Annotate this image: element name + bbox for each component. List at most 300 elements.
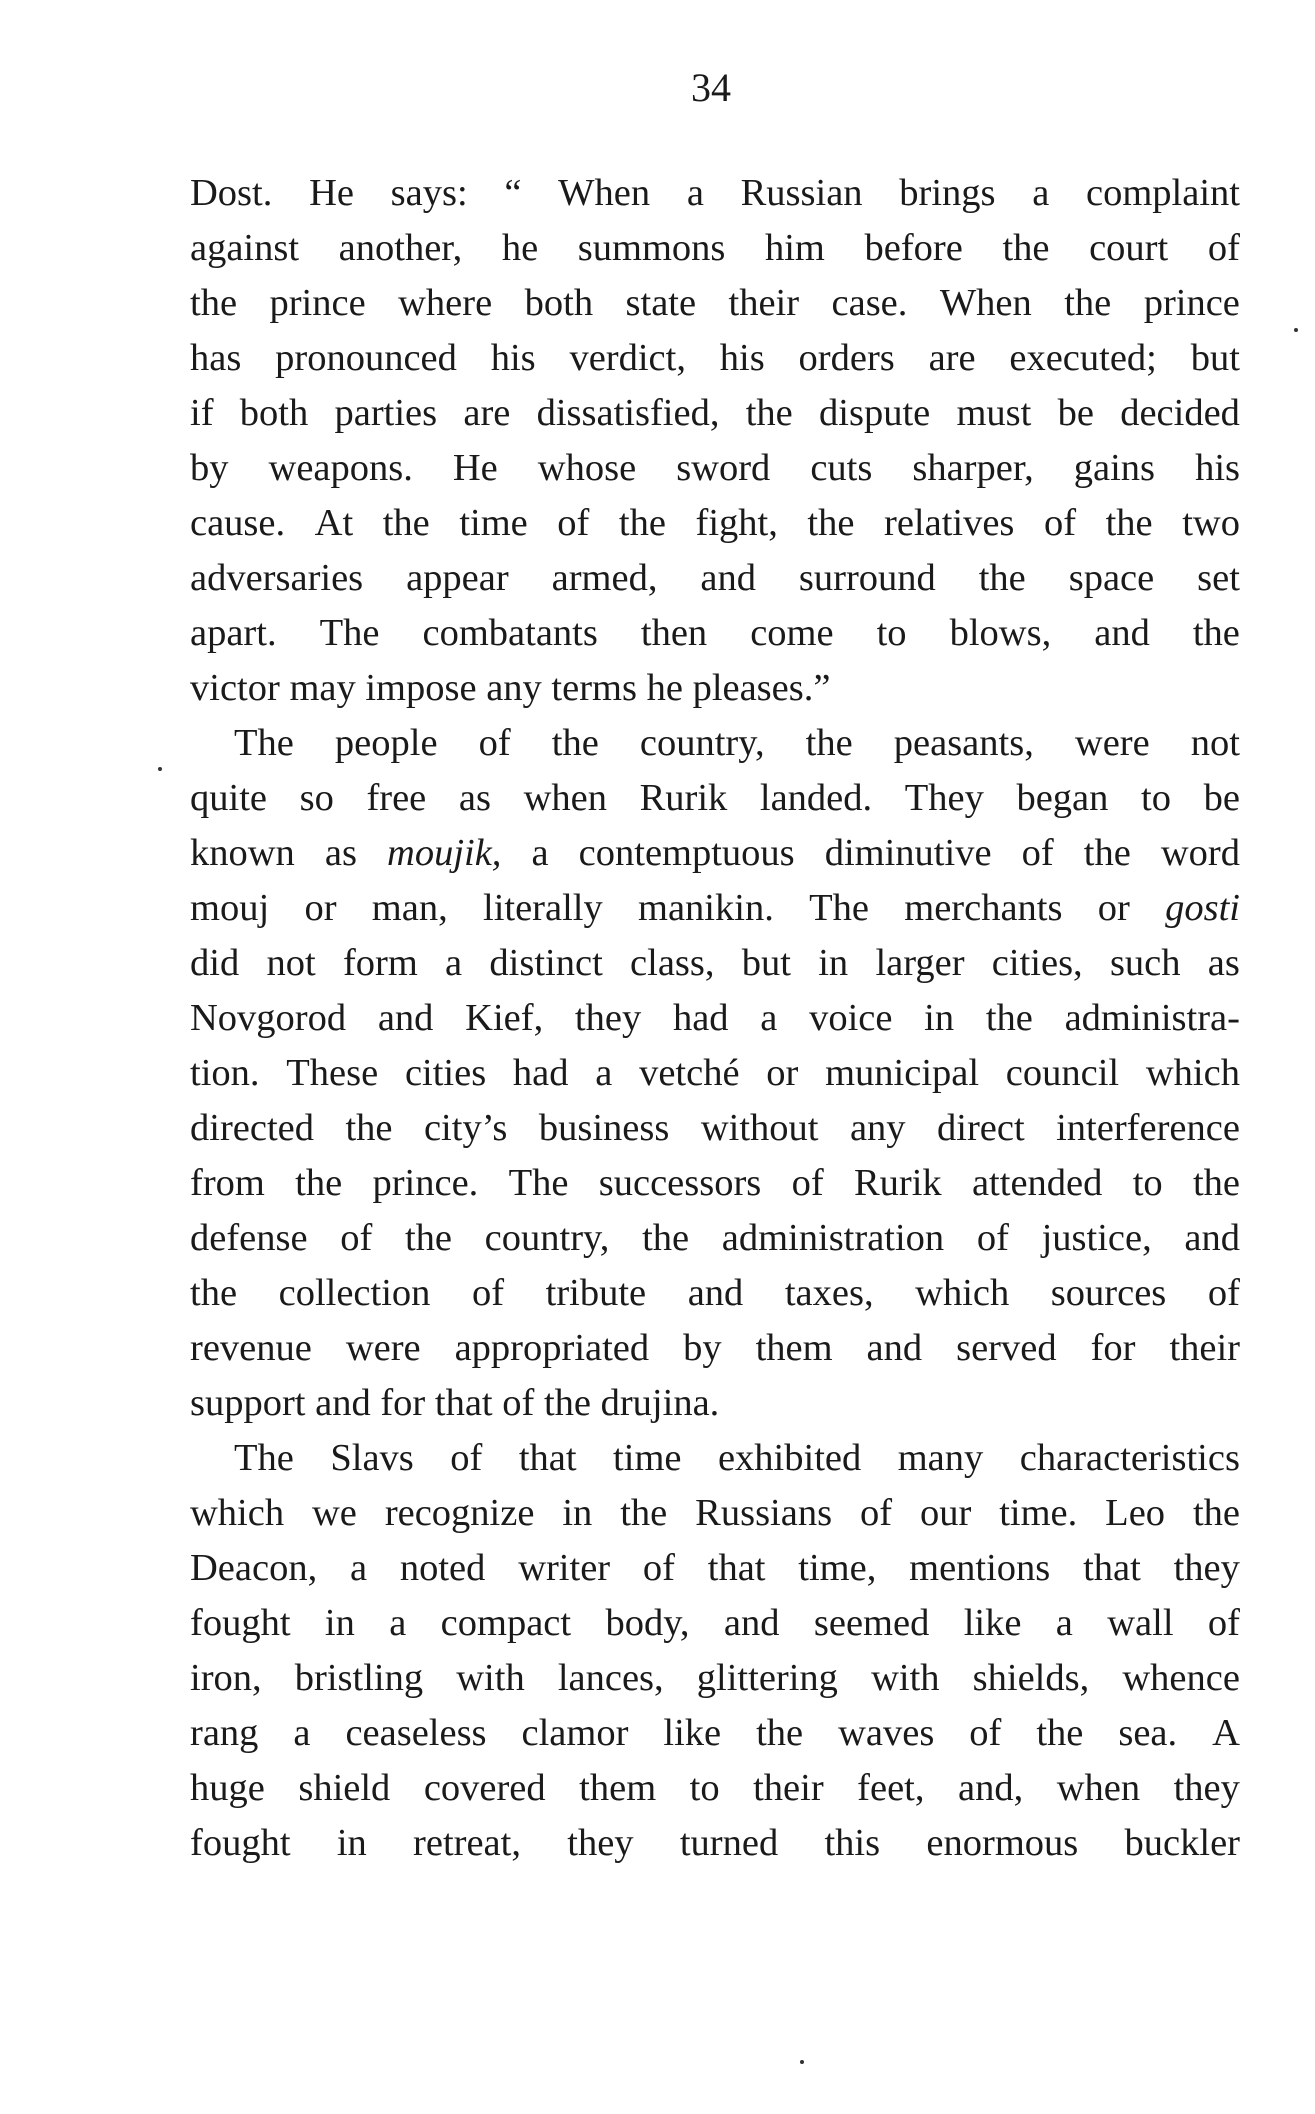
word: that xyxy=(434,1382,503,1424)
text-line xyxy=(190,716,1240,771)
word: characteristics xyxy=(1019,1437,1240,1479)
word: manikin. xyxy=(638,887,774,929)
word: ceaseless xyxy=(345,1712,487,1754)
word: the xyxy=(1083,832,1131,874)
word: adversaries xyxy=(190,557,364,599)
word: country, xyxy=(484,1217,610,1259)
word: without xyxy=(700,1107,819,1149)
word: the xyxy=(985,997,1033,1039)
word: council xyxy=(1005,1052,1120,1094)
text-line xyxy=(190,1156,1240,1211)
word: cities, xyxy=(991,942,1083,984)
word: combatants xyxy=(422,612,598,654)
word: distinct xyxy=(489,942,603,984)
word: of xyxy=(471,1272,505,1314)
word: sword xyxy=(676,447,771,489)
word: a xyxy=(445,942,463,984)
word: of xyxy=(1207,1602,1240,1644)
word: “ xyxy=(504,172,522,214)
ink-speck xyxy=(800,2060,804,2064)
word: administra- xyxy=(1064,997,1240,1039)
word: the xyxy=(745,392,793,434)
word: time xyxy=(459,502,528,544)
word: enormous xyxy=(926,1822,1079,1864)
word: they xyxy=(1173,1767,1240,1809)
word: Leo xyxy=(1105,1492,1166,1534)
word: to xyxy=(1141,777,1171,819)
word: A xyxy=(1212,1712,1240,1754)
word: merchants xyxy=(904,887,1063,929)
word: if xyxy=(190,392,214,434)
word: a xyxy=(531,832,549,874)
word: peasants, xyxy=(893,722,1034,764)
word: we xyxy=(312,1492,357,1534)
text-line xyxy=(190,1816,1240,1871)
word: shields, xyxy=(972,1657,1090,1699)
word: The xyxy=(809,887,869,929)
word: time, xyxy=(798,1547,877,1589)
ink-speck xyxy=(158,767,162,771)
word: Kief, xyxy=(465,997,544,1039)
word: that xyxy=(518,1437,577,1479)
word: defense xyxy=(190,1217,308,1259)
word: municipal xyxy=(825,1052,980,1094)
word: the xyxy=(618,502,666,544)
word: pronounced xyxy=(275,337,457,379)
word: of xyxy=(557,502,590,544)
word: people xyxy=(334,722,438,764)
word: the xyxy=(543,1382,601,1424)
word: administration xyxy=(721,1217,945,1259)
text-line xyxy=(190,1596,1240,1651)
word: class, xyxy=(630,942,715,984)
text-line xyxy=(190,441,1240,496)
word: gosti xyxy=(1165,887,1240,929)
word: buckler xyxy=(1124,1822,1240,1864)
word: parties xyxy=(334,392,438,434)
word: not xyxy=(1190,722,1240,764)
word: him xyxy=(764,227,825,269)
word: At xyxy=(314,502,354,544)
word: in xyxy=(924,997,955,1039)
word: any xyxy=(486,667,552,709)
text-line xyxy=(190,1486,1240,1541)
word: and xyxy=(1184,1217,1240,1259)
word: seemed xyxy=(813,1602,930,1644)
word: huge xyxy=(190,1767,265,1809)
word: surround xyxy=(798,557,936,599)
word: retreat, xyxy=(413,1822,521,1864)
word: tribute xyxy=(545,1272,647,1314)
word: began xyxy=(1016,777,1109,819)
word: the xyxy=(1192,1492,1240,1534)
text-line xyxy=(190,1321,1240,1376)
word: when xyxy=(523,777,607,819)
word: vetché xyxy=(639,1052,740,1094)
text-line xyxy=(190,1706,1240,1761)
word: appear xyxy=(406,557,509,599)
word: but xyxy=(741,942,791,984)
word: whose xyxy=(537,447,637,489)
word: fought xyxy=(190,1602,291,1644)
word: that xyxy=(1083,1547,1141,1589)
word: so xyxy=(299,777,334,819)
text-line xyxy=(190,166,1240,221)
word: his xyxy=(1195,447,1240,489)
word: fight, xyxy=(695,502,778,544)
word: country, xyxy=(639,722,765,764)
word: with xyxy=(871,1657,940,1699)
word: appropriated xyxy=(454,1327,650,1369)
ink-speck xyxy=(1294,328,1298,332)
text-line xyxy=(190,386,1240,441)
word: the xyxy=(1192,1162,1240,1204)
word: directed xyxy=(190,1107,314,1149)
word: the xyxy=(1064,282,1112,324)
word: Deacon, xyxy=(190,1547,318,1589)
word: the xyxy=(805,722,853,764)
word: They xyxy=(904,777,984,819)
word: were xyxy=(1074,722,1150,764)
word: drujina. xyxy=(600,1382,720,1424)
word: were xyxy=(345,1327,421,1369)
word: gains xyxy=(1073,447,1156,489)
word: then xyxy=(640,612,708,654)
word: and xyxy=(315,1382,381,1424)
word: from xyxy=(190,1162,265,1204)
word: cuts xyxy=(810,447,873,489)
word: interference xyxy=(1056,1107,1240,1149)
word: many xyxy=(897,1437,984,1479)
word: or xyxy=(766,1052,799,1094)
word: clamor xyxy=(521,1712,629,1754)
word: of xyxy=(1043,502,1077,544)
word: a xyxy=(1032,172,1050,214)
word: moujik, xyxy=(387,832,502,874)
word: in xyxy=(324,1602,355,1644)
word: he xyxy=(501,227,539,269)
word: rang xyxy=(190,1712,259,1754)
word: lances, xyxy=(557,1657,664,1699)
word: they xyxy=(574,997,642,1039)
word: of xyxy=(502,1382,544,1424)
word: apart. xyxy=(190,612,277,654)
word: tion. xyxy=(190,1052,260,1094)
text-line xyxy=(190,1541,1240,1596)
word: come xyxy=(750,612,834,654)
word: the xyxy=(345,1107,393,1149)
word: and xyxy=(723,1602,780,1644)
word: of xyxy=(1207,227,1240,269)
word: dissatisfied, xyxy=(536,392,720,434)
word: feet, xyxy=(857,1767,925,1809)
word: body, xyxy=(605,1602,690,1644)
word: or xyxy=(304,887,337,929)
word: The xyxy=(234,1437,294,1479)
word: noted xyxy=(399,1547,486,1589)
word: before xyxy=(864,227,963,269)
word: compact xyxy=(440,1602,572,1644)
text-line xyxy=(190,1101,1240,1156)
word: another, xyxy=(338,227,463,269)
text-line xyxy=(190,551,1240,606)
word: are xyxy=(463,392,511,434)
word: victor xyxy=(190,667,290,709)
word: which xyxy=(1145,1052,1240,1094)
word: form xyxy=(342,942,418,984)
word: city’s xyxy=(423,1107,508,1149)
word: had xyxy=(512,1052,569,1094)
word: like xyxy=(663,1712,722,1754)
word: but xyxy=(1190,337,1240,379)
word: or xyxy=(1097,887,1130,929)
word: in xyxy=(818,942,849,984)
word: attended xyxy=(971,1162,1103,1204)
word: be xyxy=(1203,777,1240,819)
page-number: 34 xyxy=(691,65,731,110)
word: cities xyxy=(404,1052,487,1094)
text-line xyxy=(190,1376,1240,1431)
text-line xyxy=(190,276,1240,331)
text-line xyxy=(190,771,1240,826)
word: a xyxy=(595,1052,613,1094)
word: they xyxy=(1173,1547,1240,1589)
word: of xyxy=(969,1712,1002,1754)
word: be xyxy=(1057,392,1094,434)
word: When xyxy=(939,282,1032,324)
word: complaint xyxy=(1086,172,1240,214)
word: by xyxy=(683,1327,722,1369)
word: with xyxy=(456,1657,525,1699)
word: says: xyxy=(390,172,468,214)
word: both xyxy=(239,392,309,434)
word: the xyxy=(807,502,855,544)
word: and xyxy=(687,1272,744,1314)
word: successors xyxy=(598,1162,762,1204)
word: orders xyxy=(798,337,895,379)
word: the xyxy=(382,502,430,544)
word: and, xyxy=(957,1767,1024,1809)
word: sea. xyxy=(1118,1712,1178,1754)
word: time. xyxy=(999,1492,1078,1534)
word: the xyxy=(551,722,599,764)
word: word xyxy=(1160,832,1240,874)
word: case. xyxy=(831,282,908,324)
word: they xyxy=(567,1822,634,1864)
word: business xyxy=(538,1107,670,1149)
word: not xyxy=(266,942,316,984)
word: served xyxy=(956,1327,1057,1369)
word: decided xyxy=(1120,392,1240,434)
text-line xyxy=(190,1266,1240,1321)
word: which xyxy=(915,1272,1010,1314)
word: diminutive xyxy=(824,832,992,874)
text-line xyxy=(190,496,1240,551)
word: contemptuous xyxy=(578,832,795,874)
word: space xyxy=(1068,557,1155,599)
word: The xyxy=(508,1162,569,1204)
word: covered xyxy=(423,1767,546,1809)
word: to xyxy=(1132,1162,1163,1204)
word: a xyxy=(293,1712,311,1754)
word: mentions xyxy=(909,1547,1051,1589)
word: the xyxy=(190,1272,238,1314)
word: pleases.” xyxy=(692,667,831,709)
word: The xyxy=(319,612,380,654)
word: has xyxy=(190,337,242,379)
word: them xyxy=(755,1327,833,1369)
word: known xyxy=(190,832,295,874)
word: the xyxy=(190,282,238,324)
word: of xyxy=(859,1492,893,1534)
word: by xyxy=(190,447,229,489)
word: impose xyxy=(365,667,487,709)
word: that xyxy=(707,1547,766,1589)
word: waves xyxy=(838,1712,935,1754)
word: two xyxy=(1182,502,1240,544)
word: He xyxy=(309,172,354,214)
word: turned xyxy=(679,1822,779,1864)
word: executed; xyxy=(1009,337,1157,379)
word: collection xyxy=(278,1272,431,1314)
word: Dost. xyxy=(190,172,273,214)
word: of xyxy=(340,1217,373,1259)
word: shield xyxy=(298,1767,391,1809)
text-line xyxy=(190,991,1240,1046)
word: When xyxy=(558,172,651,214)
word: as xyxy=(458,777,491,819)
word: free xyxy=(366,777,427,819)
word: them xyxy=(579,1767,657,1809)
word: revenue xyxy=(190,1327,312,1369)
word: the xyxy=(642,1217,690,1259)
word: where xyxy=(398,282,493,324)
word: of xyxy=(478,722,511,764)
word: a xyxy=(349,1547,368,1589)
word: our xyxy=(919,1492,972,1534)
word: of xyxy=(976,1217,1009,1259)
word: sources xyxy=(1050,1272,1167,1314)
word: the xyxy=(978,557,1026,599)
word: taxes, xyxy=(784,1272,874,1314)
word: Rurik xyxy=(639,777,728,819)
word: fought xyxy=(190,1822,291,1864)
word: literally xyxy=(483,887,603,929)
word: quite xyxy=(190,777,267,819)
word: glittering xyxy=(696,1657,838,1699)
body-text xyxy=(190,166,1240,1871)
word: Novgorod xyxy=(190,997,347,1039)
text-line xyxy=(190,331,1240,386)
text-line xyxy=(190,606,1240,661)
word: recognize xyxy=(384,1492,535,1534)
word: larger xyxy=(875,942,965,984)
word: time xyxy=(613,1437,682,1479)
text-line xyxy=(190,1046,1240,1101)
word: to xyxy=(689,1767,720,1809)
word: their xyxy=(728,282,800,324)
word: may xyxy=(289,667,366,709)
word: These xyxy=(286,1052,379,1094)
word: as xyxy=(1207,942,1240,984)
word: their xyxy=(753,1767,824,1809)
word: this xyxy=(824,1822,881,1864)
word: his xyxy=(719,337,765,379)
word: and xyxy=(377,997,434,1039)
word: Russians xyxy=(695,1492,833,1534)
text-line xyxy=(190,1431,1240,1486)
word: weapons. xyxy=(268,447,413,489)
word: direct xyxy=(937,1107,1025,1149)
text-line xyxy=(190,936,1240,991)
word: iron, xyxy=(190,1657,262,1699)
word: in xyxy=(336,1822,367,1864)
word: of xyxy=(642,1547,675,1589)
word: a xyxy=(686,172,704,214)
word: of xyxy=(791,1162,824,1204)
word: of xyxy=(1021,832,1054,874)
word: landed. xyxy=(759,777,873,819)
word: he xyxy=(646,667,693,709)
word: support xyxy=(190,1382,316,1424)
text-line xyxy=(190,1761,1240,1816)
word: He xyxy=(452,447,498,489)
word: Russian xyxy=(740,172,863,214)
word: bristling xyxy=(294,1657,424,1699)
text-line xyxy=(190,1211,1240,1266)
word: terms xyxy=(551,667,647,709)
word: to xyxy=(876,612,907,654)
word: whence xyxy=(1122,1657,1240,1699)
word: brings xyxy=(899,172,996,214)
word: the xyxy=(1192,612,1240,654)
word: must xyxy=(956,392,1032,434)
text-line xyxy=(190,1651,1240,1706)
word: the xyxy=(1105,502,1153,544)
word: set xyxy=(1197,557,1240,599)
word: the xyxy=(404,1217,453,1259)
word: Rurik xyxy=(853,1162,942,1204)
word: a xyxy=(1055,1602,1073,1644)
word: when xyxy=(1056,1767,1141,1809)
word: cause. xyxy=(190,502,286,544)
word: the xyxy=(1036,1712,1084,1754)
word: summons xyxy=(577,227,726,269)
word: for xyxy=(380,1382,435,1424)
text-line xyxy=(190,826,1240,881)
word: the xyxy=(756,1712,804,1754)
word: which xyxy=(190,1492,285,1534)
word: had xyxy=(672,997,729,1039)
word: exhibited xyxy=(717,1437,862,1479)
word: did xyxy=(190,942,240,984)
word: and xyxy=(700,557,756,599)
word: any xyxy=(849,1107,906,1149)
word: verdict, xyxy=(569,337,686,379)
word: relatives xyxy=(884,502,1015,544)
word: the xyxy=(295,1162,343,1204)
word: of xyxy=(1207,1272,1240,1314)
word: dispute xyxy=(819,392,931,434)
word: are xyxy=(928,337,976,379)
word: wall xyxy=(1107,1602,1174,1644)
word: a xyxy=(760,997,778,1039)
word: state xyxy=(625,282,697,324)
word: writer xyxy=(518,1547,611,1589)
word: against xyxy=(190,227,300,269)
text-line xyxy=(190,881,1240,936)
text-line xyxy=(190,661,1240,716)
